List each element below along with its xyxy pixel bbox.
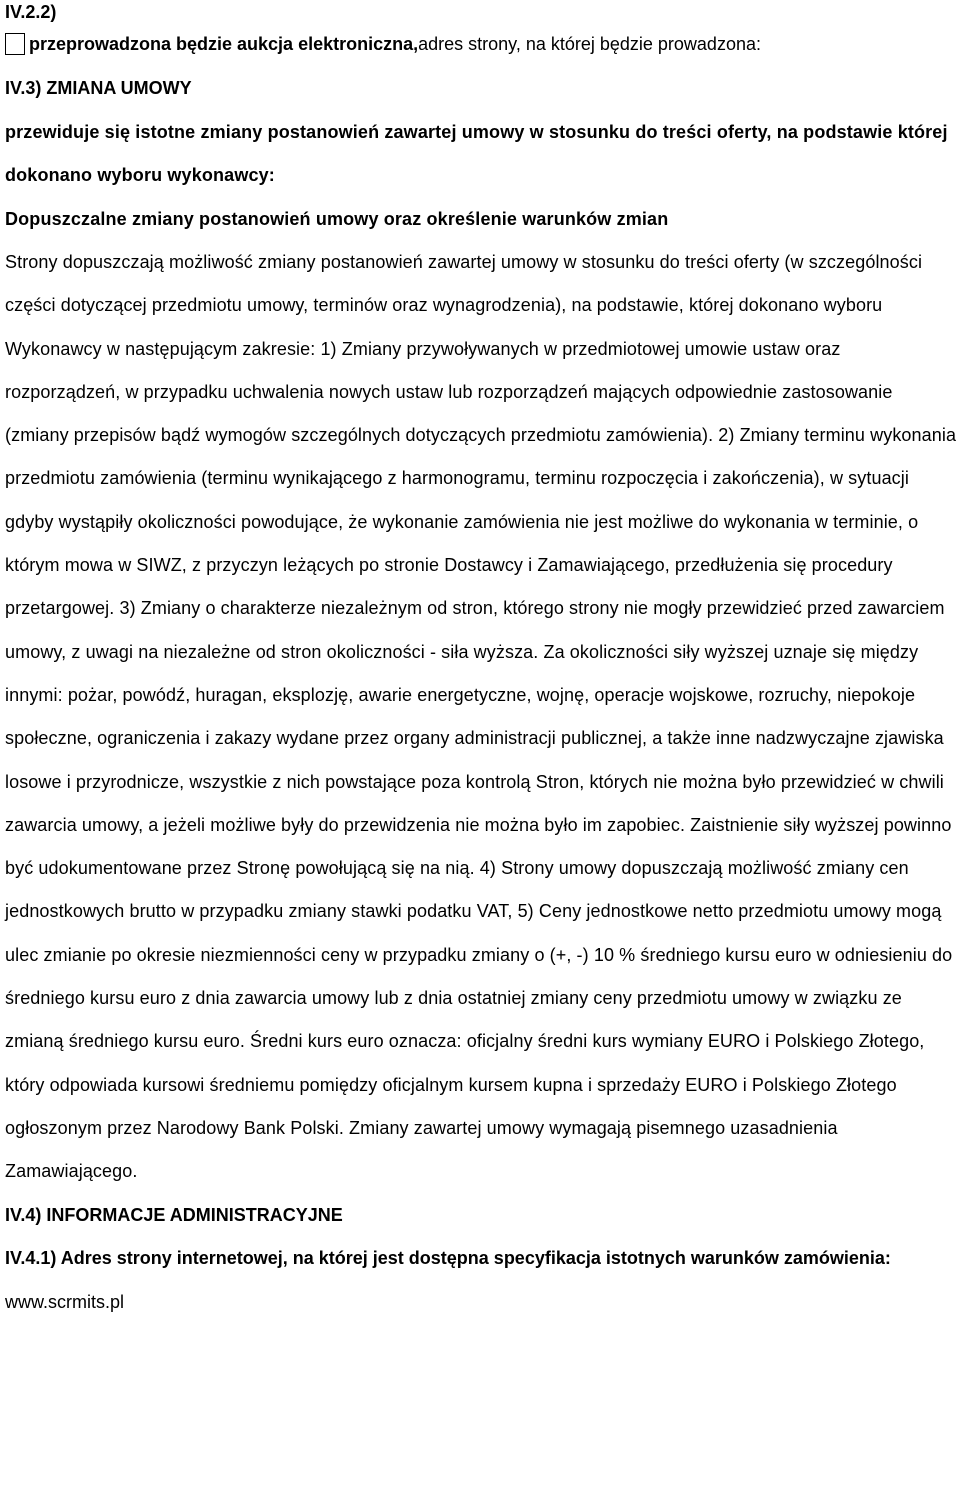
amendment-body: Strony dopuszczają możliwość zmiany postanowień zawartej umowy w stosunku do treści oferty (w szczególności części dotyczącej przedmiotu umowy, terminów oraz wynagrodzenia), na podstawie, której dokonano wyboru Wykonawcy w następującym zakresie: 1) Zmiany przywoływanych w przedmiotowej umowie ustaw oraz rozporządzeń, w przypadku uchwalenia nowych ustaw lub rozporządzeń mających odpowiednie zastosowanie (zmiany przepisów bądź wymogów szczególnych dotyczących przedmiotu zamówienia). 2) Zmiany terminu wykonania przedmiotu zamówienia (terminu wynikającego z harmonogramu, terminu rozpoczęcia i zakończenia), w sytuacji gdyby wystąpiły okoliczności powodujące, że wykonanie zamówienia nie jest możliwe do wykonania w terminie, o którym mowa w SIWZ, z przyczyn leżących po stronie Dostawcy i Zamawiającego, przedłużenia się procedury przetargowej. 3) Zmiany o charakterze niezależnym od stron, którego strony nie mogły przewidzieć przed zawarciem umowy, z uwagi na niezależne od stron okoliczności - siła wyższa. Za okoliczności siły wyższej uznaje się między innymi: pożar, powódź, huragan, eksplozję, awarie energetyczne, wojnę, operacje wojskowe, rozruchy, niepokoje społeczne, ograniczenia i zakazy wydane przez organy administracji publicznej, a także inne nadzwyczajne zjawiska losowe i przyrodnicze, wszystkie z nich powstające poza kontrolą Stron, których nie można było przewidzieć w chwili zawarcia umowy, a jeżeli możliwe były do przewidzenia nie można było im zapobiec. Zaistnienie siły wyższej powinno być udokumentowane przez Stronę powołującą się na nią. 4) Strony umowy dopuszczają możliwość zmiany cen jednostkowych brutto w przypadku zmiany stawki podatku VAT, 5) Ceny jednostkowe netto przedmiotu umowy mogą ulec zmianie po okresie niezmienności ceny w przypadku zmiany o (+, -) 10 % średniego kursu euro w odniesieniu do średniego kursu euro z dnia zawarcia umowy lub z dnia ostatniej zmiany ceny przedmiotu umowy w związku ze zmianą średniego kursu euro. Średni kurs euro oznacza: oficjalny średni kurs wymiany EURO i Polskiego Złotego, który odpowiada kursowi średniemu pomiędzy oficjalnym kursem kupna i sprzedaży EURO i Polskiego Złotego ogłoszonym przez Narodowy Bank Polski. Zmiany zawartej umowy wymagają pisemnego uzasadnienia Zamawiającego. bbox=[5, 252, 957, 1182]
specification-label: IV.4.1) Adres strony internetowej, na której jest dostępna specyfikacja istotnych warunków zamówienia: bbox=[5, 1248, 891, 1269]
electronic-auction-checkbox[interactable] bbox=[5, 33, 25, 55]
administrative-heading: IV.4) INFORMACJE ADMINISTRACYJNE bbox=[5, 1204, 343, 1225]
electronic-auction-row bbox=[5, 29, 957, 59]
electronic-auction-label: przeprowadzona będzie aukcja elektroniczna, bbox=[29, 33, 419, 54]
specification-address bbox=[5, 1237, 957, 1324]
amendment-subheading: Dopuszczalne zmiany postanowień umowy oraz określenie warunków zmian bbox=[5, 208, 669, 229]
amendment-heading: IV.3) ZMIANA UMOWY bbox=[5, 78, 192, 98]
specification-link[interactable]: www.scrmits.pl bbox=[5, 1291, 125, 1312]
document bbox=[5, 0, 957, 1324]
electronic-auction-text: adres strony, na której będzie prowadzona: bbox=[418, 33, 761, 54]
section-number: IV.2.2) bbox=[5, 2, 57, 22]
amendment-intro: przewiduje się istotne zmiany postanowień zawartej umowy w stosunku do treści oferty, na podstawie której dokonano wyboru wykonawcy: bbox=[5, 121, 948, 185]
